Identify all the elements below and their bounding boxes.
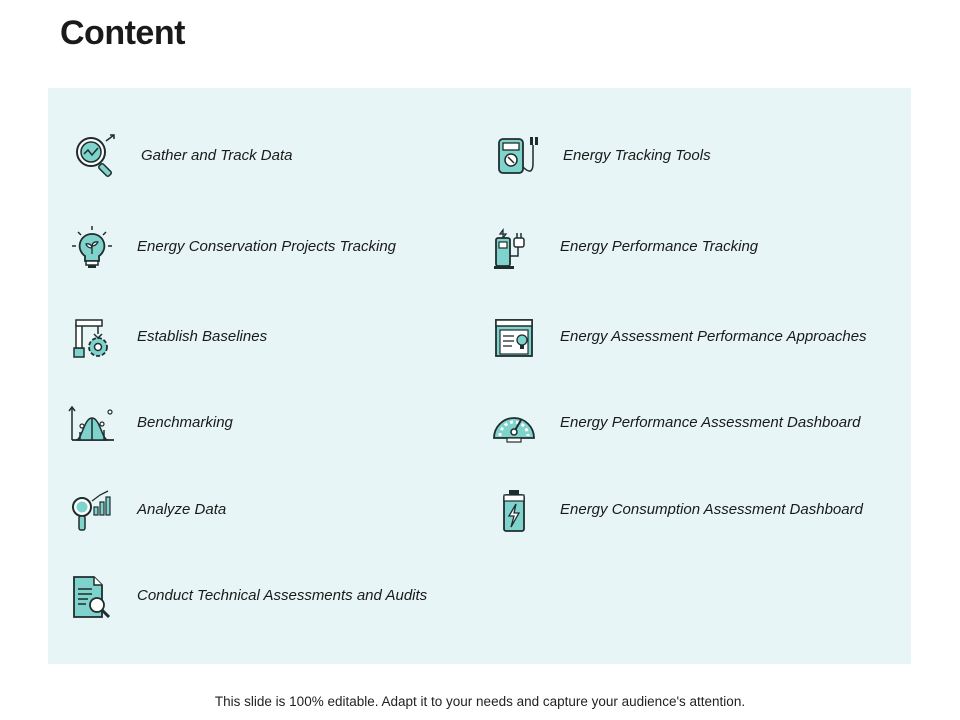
lightbulb-leaf-icon	[68, 224, 116, 272]
magnifier-chart-icon	[72, 133, 120, 181]
bell-curve-chart-icon	[68, 400, 116, 448]
item-label: Establish Baselines	[137, 328, 268, 345]
item-label: Benchmarking	[137, 414, 233, 431]
battery-bolt-icon	[490, 487, 538, 535]
robot-arm-gear-icon	[68, 314, 116, 362]
document-search-icon	[68, 573, 116, 621]
item-label: Analyze Data	[137, 501, 227, 518]
item-label: Energy Performance Tracking	[560, 238, 759, 255]
power-plug-meter-icon	[490, 224, 538, 272]
footer-note: This slide is 100% editable. Adapt it to your needs and capture your audience's attention.	[214, 694, 746, 709]
item-label: Energy Tracking Tools	[563, 147, 711, 164]
item-label: Energy Performance Assessment Dashboard	[560, 414, 861, 431]
speedometer-gauge-icon	[490, 400, 538, 448]
report-bulb-icon	[490, 314, 538, 362]
item-label: Energy Consumption Assessment Dashboard	[560, 501, 863, 518]
multimeter-icon	[493, 133, 541, 181]
page-title: Content	[60, 14, 185, 52]
item-label: Gather and Track Data	[141, 147, 293, 164]
item-label: Energy Assessment Performance Approaches	[560, 328, 867, 345]
content-panel	[48, 88, 911, 664]
item-label: Energy Conservation Projects Tracking	[137, 238, 396, 255]
magnifier-bars-icon	[68, 487, 116, 535]
item-label: Conduct Technical Assessments and Audits	[137, 587, 428, 604]
